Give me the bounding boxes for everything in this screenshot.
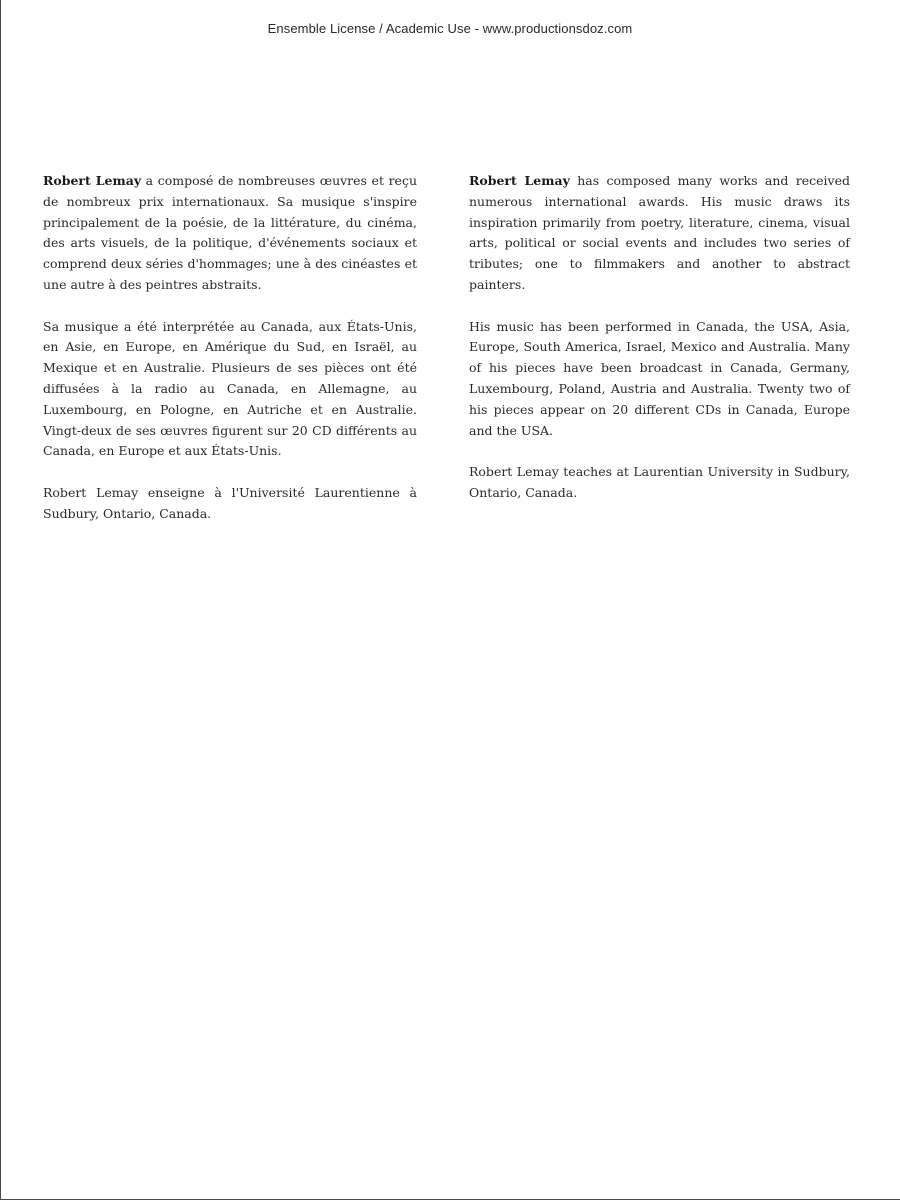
english-paragraph-1-text: has composed many works and received numerous international awards. His music draws its inspiration primarily from poetry, literature, cinema, visual arts, political or social events and includes two series of tributes; one to filmmakers and another to abstract painters.: [469, 173, 850, 292]
french-paragraph-1: [43, 171, 417, 296]
french-paragraph-3: Robert Lemay enseigne à l'Université Laurentienne à Sudbury, Ontario, Canada.: [43, 484, 417, 521]
license-header: Ensemble License / Academic Use - www.productionsdoz.com: [267, 21, 633, 36]
english-paragraph-2: His music has been performed in Canada, the USA, Asia, Europe, South America, Israel, Mexico and Australia. Many of his pieces have been broadcast in Canada, Germany, Luxembourg, Poland, Austria and Australia. Twenty two of his pieces appear on 20 different CDs in Canada, Europe and the USA.: [469, 318, 850, 438]
french-biography: [43, 171, 417, 545]
english-paragraph-1: [469, 171, 850, 296]
french-paragraph-1-text: a composé de nombreuses œuvres et reçu de nombreux prix internationaux. Sa musique s'inspire principalement de la poésie, de la littérature, du cinéma, des arts visuels, de la politique, d'événements sociaux et comprend deux séries d'hommages; une à des cinéastes et une autre à des peintres abstraits.: [43, 173, 417, 292]
composer-name: Robert Lemay: [43, 173, 142, 188]
english-paragraph-3: Robert Lemay teaches at Laurentian University in Sudbury, Ontario, Canada.: [469, 464, 850, 500]
english-biography: [469, 171, 850, 525]
french-paragraph-2: Sa musique a été interprétée au Canada, aux États-Unis, en Asie, en Europe, en Amérique du Sud, en Israël, au Mexique et en Australie. Plusieurs de ses pièces ont été diffusées à la radio au Canada, en Allemagne, au Luxembourg, en Pologne, en Autriche et en Australie. Vingt-deux de ses œuvres figurent sur 20 CD différents au Canada, en Europe et aux États-Unis.: [43, 318, 417, 459]
composer-name: Robert Lemay: [469, 173, 570, 188]
page-border-left: [0, 0, 1, 1200]
